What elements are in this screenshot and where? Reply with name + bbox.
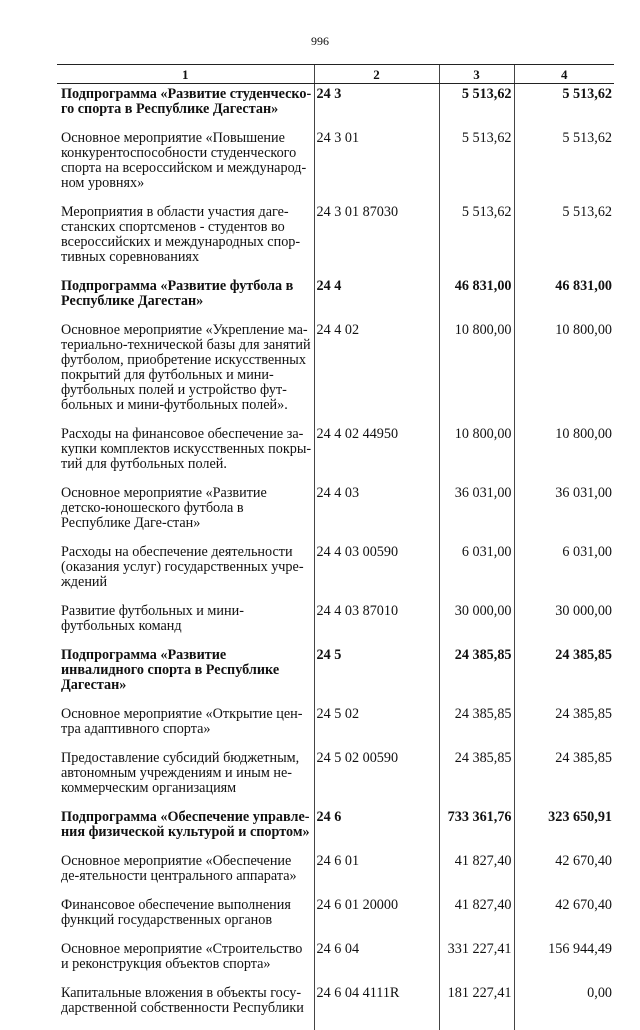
row-value-col3-cell: 24 385,85 xyxy=(439,648,514,707)
row-code-cell: 24 6 xyxy=(314,810,439,854)
row-value-col3-cell: 10 800,00 xyxy=(439,323,514,427)
row-name-cell: Основное мероприятие «Обеспечение де-ятельности центрального аппарата» xyxy=(57,854,314,898)
row-code-cell: 24 4 xyxy=(314,279,439,323)
row-code-cell: 24 6 04 4111R xyxy=(314,986,439,1030)
row-name-cell: Основное мероприятие «Строительство и реконструкция объектов спорта» xyxy=(57,942,314,986)
table-row xyxy=(57,205,614,279)
row-value-col4-cell: 46 831,00 xyxy=(514,279,614,323)
row-value-col4-cell: 5 513,62 xyxy=(514,84,614,132)
row-value-col3-cell: 36 031,00 xyxy=(439,486,514,545)
row-value-col4-cell: 5 513,62 xyxy=(514,205,614,279)
row-code-cell: 24 4 03 00590 xyxy=(314,545,439,604)
table-row xyxy=(57,707,614,751)
row-code-cell: 24 5 02 xyxy=(314,707,439,751)
column-header-2: 2 xyxy=(314,65,439,84)
row-value-col3-cell: 41 827,40 xyxy=(439,898,514,942)
table-row xyxy=(57,545,614,604)
row-code-cell: 24 4 02 xyxy=(314,323,439,427)
table-row xyxy=(57,942,614,986)
column-header-3: 3 xyxy=(439,65,514,84)
row-value-col4-cell: 30 000,00 xyxy=(514,604,614,648)
row-value-col3-cell: 6 031,00 xyxy=(439,545,514,604)
row-code-cell: 24 5 xyxy=(314,648,439,707)
table-row xyxy=(57,131,614,205)
row-name-cell: Подпрограмма «Развитие инвалидного спорта в Республике Дагестан» xyxy=(57,648,314,707)
row-code-cell: 24 4 02 44950 xyxy=(314,427,439,486)
row-name-cell: Подпрограмма «Развитие футбола в Республике Дагестан» xyxy=(57,279,314,323)
table-row xyxy=(57,486,614,545)
row-value-col3-cell: 30 000,00 xyxy=(439,604,514,648)
row-value-col3-cell: 5 513,62 xyxy=(439,84,514,132)
row-value-col3-cell: 10 800,00 xyxy=(439,427,514,486)
page-number: 996 xyxy=(0,34,640,49)
row-name-cell: Финансовое обеспечение выполнения функций государственных органов xyxy=(57,898,314,942)
row-value-col4-cell: 42 670,40 xyxy=(514,854,614,898)
row-value-col4-cell: 6 031,00 xyxy=(514,545,614,604)
row-name-cell: Основное мероприятие «Повышение конкурентоспособности студенческого спорта на всероссийском и международ-ном уровнях» xyxy=(57,131,314,205)
row-code-cell: 24 3 01 xyxy=(314,131,439,205)
row-value-col4-cell: 0,00 xyxy=(514,986,614,1030)
row-code-cell: 24 4 03 87010 xyxy=(314,604,439,648)
subprogram-row xyxy=(57,84,614,132)
subprogram-row xyxy=(57,648,614,707)
table-row xyxy=(57,323,614,427)
row-code-cell: 24 3 01 87030 xyxy=(314,205,439,279)
budget-table xyxy=(57,64,614,1030)
row-name-cell: Расходы на финансовое обеспечение за-купки комплектов искусственных покры-тий для футбольных полей. xyxy=(57,427,314,486)
table-body xyxy=(57,84,614,1030)
row-value-col4-cell: 24 385,85 xyxy=(514,648,614,707)
row-code-cell: 24 3 xyxy=(314,84,439,132)
row-value-col4-cell: 10 800,00 xyxy=(514,323,614,427)
table-header-row xyxy=(57,65,614,84)
row-code-cell: 24 6 04 xyxy=(314,942,439,986)
row-value-col3-cell: 24 385,85 xyxy=(439,751,514,810)
row-code-cell: 24 5 02 00590 xyxy=(314,751,439,810)
row-name-cell: Капитальные вложения в объекты госу-дарственной собственности Республики xyxy=(57,986,314,1030)
row-value-col3-cell: 24 385,85 xyxy=(439,707,514,751)
row-value-col3-cell: 46 831,00 xyxy=(439,279,514,323)
subprogram-row xyxy=(57,810,614,854)
row-name-cell: Подпрограмма «Обеспечение управле-ния физической культурой и спортом» xyxy=(57,810,314,854)
table-row xyxy=(57,751,614,810)
row-name-cell: Мероприятия в области участия даге-станских спортсменов - студентов во всероссийских и международных спор-тивных соревнованиях xyxy=(57,205,314,279)
row-value-col3-cell: 5 513,62 xyxy=(439,131,514,205)
row-value-col4-cell: 156 944,49 xyxy=(514,942,614,986)
row-name-cell: Расходы на обеспечение деятельности (оказания услуг) государственных учре-ждений xyxy=(57,545,314,604)
row-name-cell: Подпрограмма «Развитие студенческо-го спорта в Республике Дагестан» xyxy=(57,84,314,132)
row-value-col4-cell: 24 385,85 xyxy=(514,707,614,751)
row-name-cell: Основное мероприятие «Укрепление ма-териально-технической базы для занятий футболом, приобретение искусственных покрытий для футбольных и мини-футбольных полей и устройство фут-больных и мини-футбольных полей». xyxy=(57,323,314,427)
row-value-col4-cell: 42 670,40 xyxy=(514,898,614,942)
row-value-col3-cell: 331 227,41 xyxy=(439,942,514,986)
row-code-cell: 24 4 03 xyxy=(314,486,439,545)
table-row xyxy=(57,604,614,648)
table-row xyxy=(57,986,614,1030)
column-header-1: 1 xyxy=(57,65,314,84)
table-row xyxy=(57,427,614,486)
row-value-col4-cell: 323 650,91 xyxy=(514,810,614,854)
row-value-col4-cell: 36 031,00 xyxy=(514,486,614,545)
row-name-cell: Предоставление субсидий бюджетным, автономным учреждениям и иным не-коммерческим организациям xyxy=(57,751,314,810)
row-value-col4-cell: 5 513,62 xyxy=(514,131,614,205)
row-value-col3-cell: 5 513,62 xyxy=(439,205,514,279)
row-code-cell: 24 6 01 xyxy=(314,854,439,898)
column-header-4: 4 xyxy=(514,65,614,84)
row-name-cell: Основное мероприятие «Развитие детско-юношеского футбола в Республике Даге-стан» xyxy=(57,486,314,545)
row-value-col3-cell: 41 827,40 xyxy=(439,854,514,898)
row-name-cell: Основное мероприятие «Открытие цен-тра адаптивного спорта» xyxy=(57,707,314,751)
row-value-col3-cell: 181 227,41 xyxy=(439,986,514,1030)
row-value-col3-cell: 733 361,76 xyxy=(439,810,514,854)
row-value-col4-cell: 10 800,00 xyxy=(514,427,614,486)
table-row xyxy=(57,854,614,898)
row-value-col4-cell: 24 385,85 xyxy=(514,751,614,810)
row-name-cell: Развитие футбольных и мини-футбольных команд xyxy=(57,604,314,648)
subprogram-row xyxy=(57,279,614,323)
row-code-cell: 24 6 01 20000 xyxy=(314,898,439,942)
